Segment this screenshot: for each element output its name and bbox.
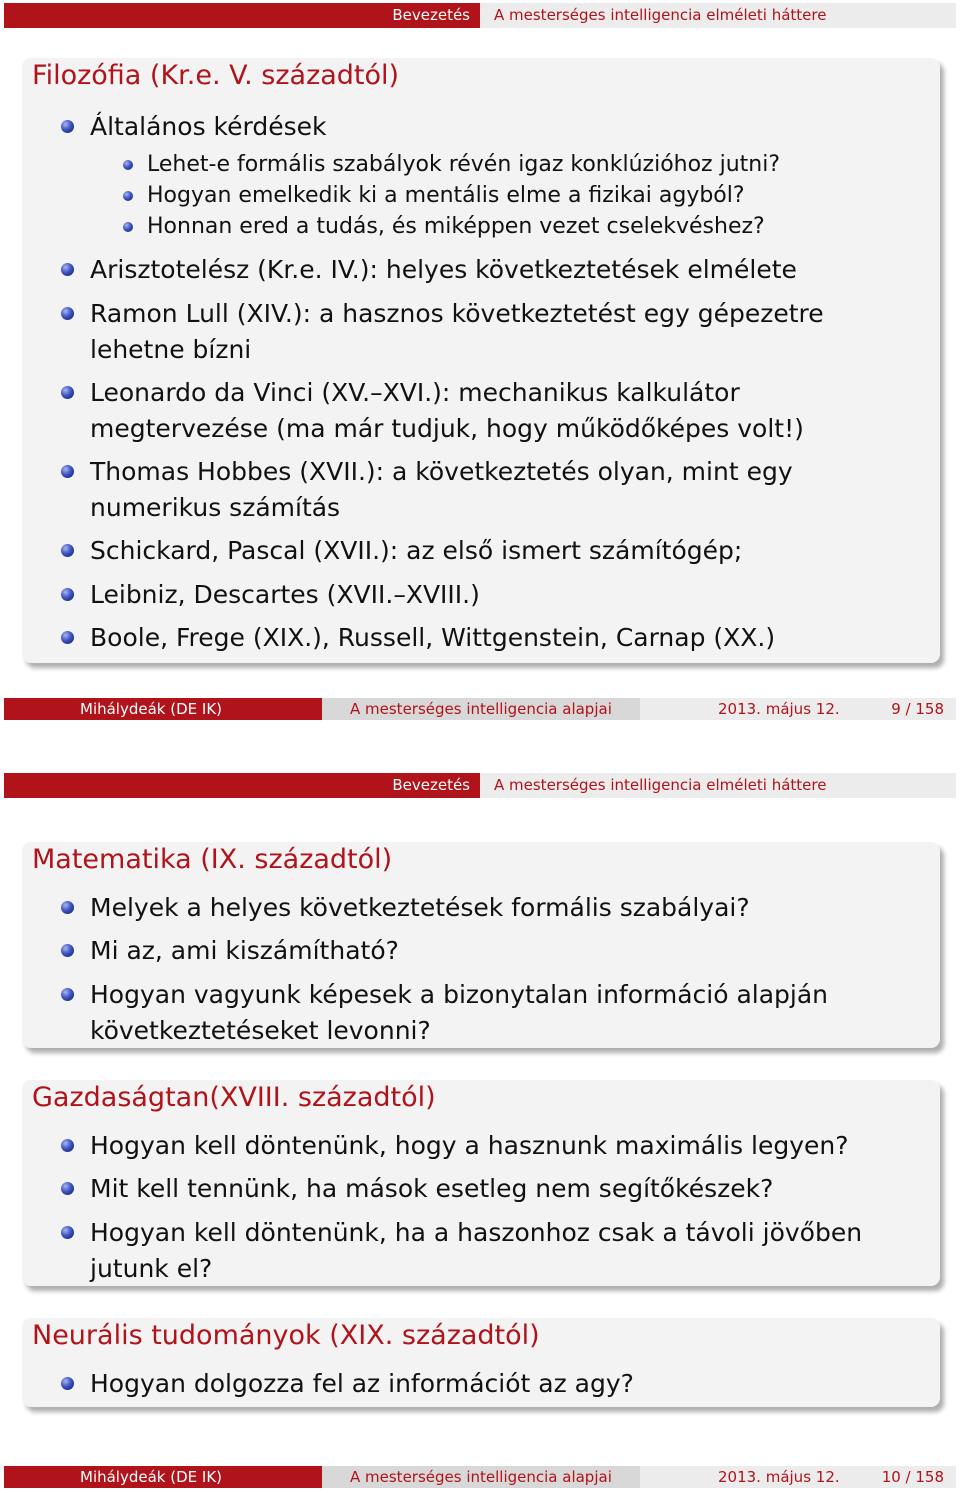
footline-meta [640, 1466, 956, 1488]
bullet-icon [61, 465, 74, 478]
bullet-icon [61, 307, 74, 320]
slide-9 [0, 0, 960, 722]
headline-subsection[interactable]: A mesterséges intelligencia elméleti háttere [480, 3, 956, 28]
footline-date: 2013. május 12. [718, 700, 840, 718]
bullet-icon [61, 588, 74, 601]
sub-list-item: Lehet-e formális szabályok révén igaz konklúzióhoz jutni? [147, 150, 927, 180]
headline-subsection[interactable]: A mesterséges intelligencia elméleti háttere [480, 773, 956, 798]
headline-bar [4, 3, 956, 28]
footline-author: Mihálydeák (DE IK) [4, 698, 322, 720]
footline-title: A mesterséges intelligencia alapjai [322, 698, 640, 720]
list-item: Mi az, ami kiszámítható? [90, 933, 920, 969]
bullet-icon [61, 120, 74, 133]
list-item: Boole, Frege (XIX.), Russell, Wittgenstein, Carnap (XX.) [90, 620, 920, 656]
headline-section[interactable]: Bevezetés [4, 3, 480, 28]
bullet-icon [61, 1226, 74, 1239]
list-item: Hogyan dolgozza fel az információt az agy? [90, 1366, 920, 1402]
bullet-icon [61, 386, 74, 399]
bullet-icon [123, 222, 133, 232]
list-item: Schickard, Pascal (XVII.): az első ismert számítógép; [90, 533, 920, 569]
list-item: Leonardo da Vinci (XV.–XVI.): mechanikus kalkulátor megtervezése (ma már tudjuk, hogy működőképes volt!) [90, 375, 920, 447]
bullet-icon [61, 944, 74, 957]
list-item: Mit kell tennünk, ha mások esetleg nem segítőkészek? [90, 1171, 920, 1207]
sub-list-item: Honnan ered a tudás, és miképpen vezet cselekvéshez? [147, 212, 927, 242]
footline-date: 2013. május 12. [718, 1468, 840, 1486]
footline-bar [4, 1466, 956, 1488]
block-title: Gazdaságtan(XVIII. századtól) [32, 1082, 436, 1113]
list-item: Általános kérdések [90, 109, 920, 145]
headline-bar [4, 773, 956, 798]
footline-author: Mihálydeák (DE IK) [4, 1466, 322, 1488]
slide-10 [0, 770, 960, 1493]
block-title: Matematika (IX. századtól) [32, 844, 393, 875]
bullet-icon [61, 631, 74, 644]
bullet-icon [61, 1182, 74, 1195]
page-number: 10 / 158 [881, 1468, 944, 1486]
block-title: Neurális tudományok (XIX. századtól) [32, 1320, 540, 1351]
bullet-icon [61, 1377, 74, 1390]
sub-list-item: Hogyan emelkedik ki a mentális elme a fizikai agyból? [147, 181, 927, 211]
list-item: Hogyan kell döntenünk, hogy a hasznunk maximális legyen? [90, 1128, 920, 1164]
list-item: Leibniz, Descartes (XVII.–XVIII.) [90, 577, 920, 613]
footline-meta [640, 698, 956, 720]
footline-title: A mesterséges intelligencia alapjai [322, 1466, 640, 1488]
bullet-icon [123, 160, 133, 170]
list-item: Ramon Lull (XIV.): a hasznos következtetést egy gépezetre lehetne bízni [90, 296, 920, 368]
bullet-icon [123, 191, 133, 201]
bullet-icon [61, 1139, 74, 1152]
bullet-icon [61, 988, 74, 1001]
list-item: Thomas Hobbes (XVII.): a következtetés olyan, mint egy numerikus számítás [90, 454, 920, 526]
footline-bar [4, 698, 956, 720]
block-title: Filozófia (Kr.e. V. századtól) [32, 60, 400, 91]
list-item: Hogyan kell döntenünk, ha a haszonhoz csak a távoli jövőben jutunk el? [90, 1215, 920, 1287]
list-item: Arisztotelész (Kr.e. IV.): helyes következtetések elmélete [90, 252, 920, 288]
headline-section[interactable]: Bevezetés [4, 773, 480, 798]
list-item: Melyek a helyes következtetések formális szabályai? [90, 890, 920, 926]
bullet-icon [61, 901, 74, 914]
list-item: Hogyan vagyunk képesek a bizonytalan információ alapján következtetéseket levonni? [90, 977, 920, 1049]
bullet-icon [61, 263, 74, 276]
page-number: 9 / 158 [891, 700, 944, 718]
bullet-icon [61, 544, 74, 557]
